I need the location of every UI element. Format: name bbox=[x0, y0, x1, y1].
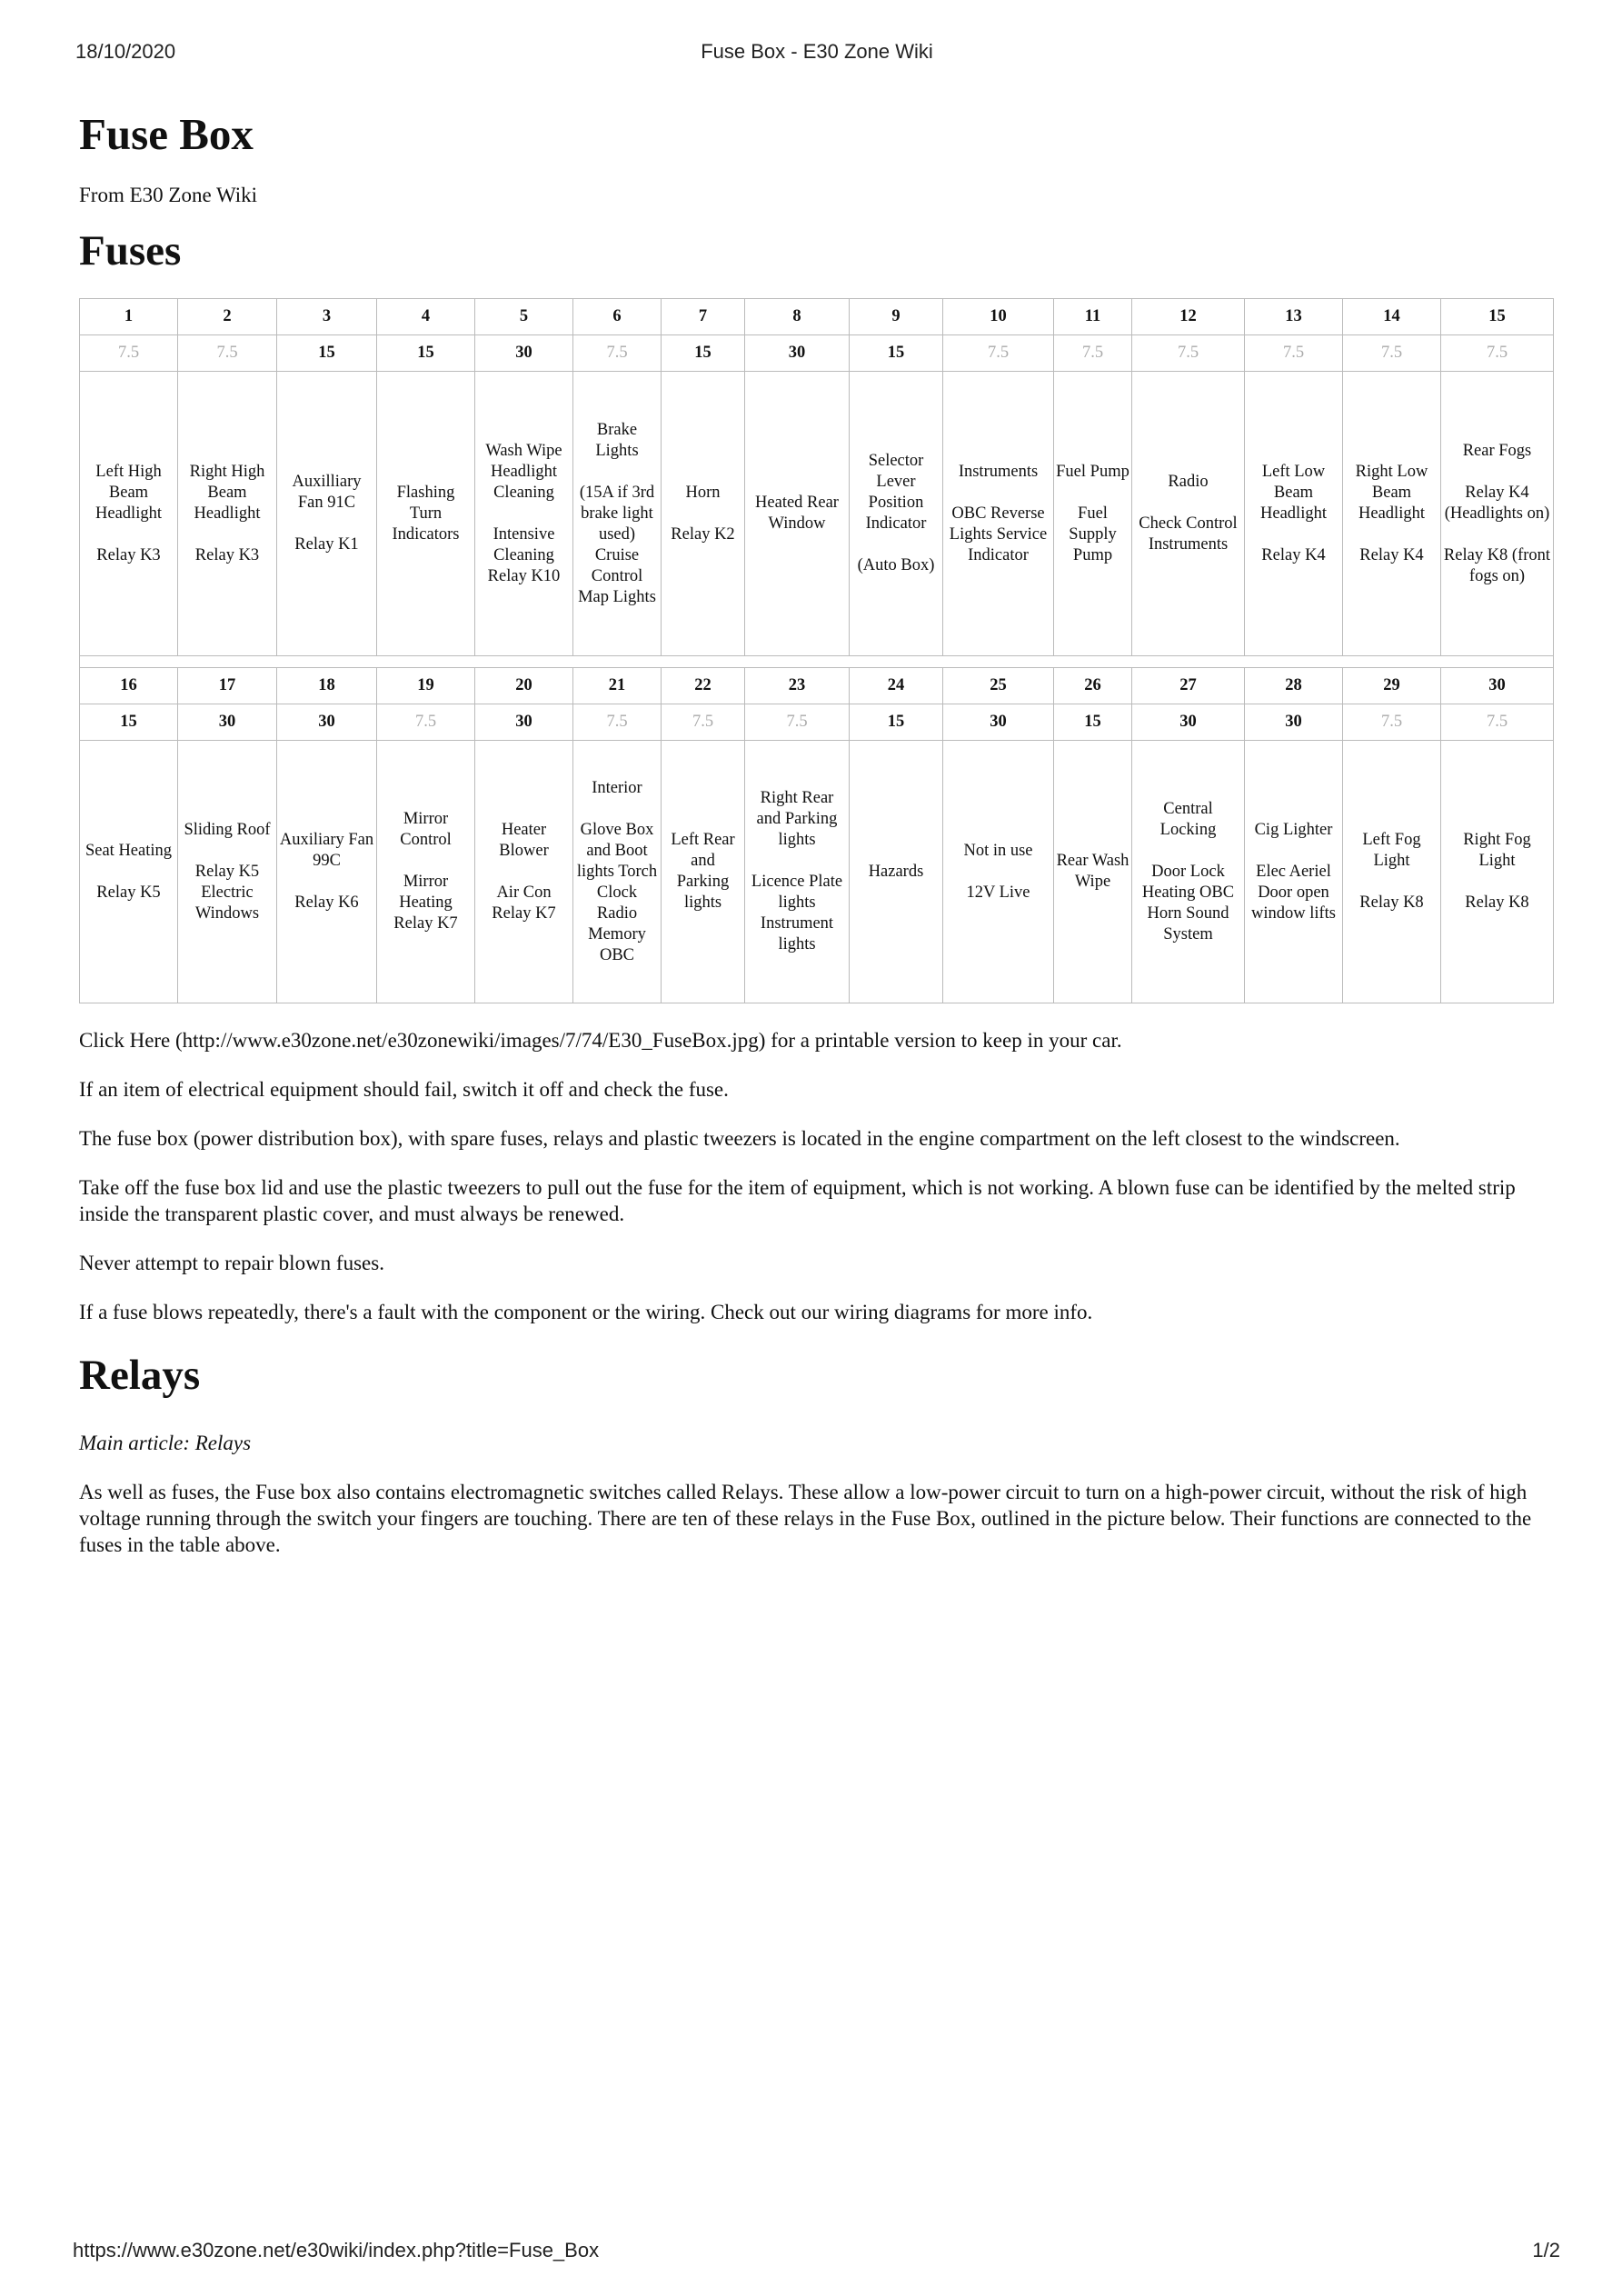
fuse-amp-cell: 7.5 bbox=[662, 704, 745, 741]
fuse-desc-cell: Left High Beam Headlight Relay K3 bbox=[80, 372, 178, 656]
fuse-desc-cell: Auxilliary Fan 91C Relay K1 bbox=[277, 372, 377, 656]
fuse-amp-cell: 7.5 bbox=[1441, 335, 1554, 372]
fuse-amp-cell: 7.5 bbox=[1343, 704, 1441, 741]
fuse-amp-row bbox=[80, 704, 1554, 741]
fuse-amp-cell: 7.5 bbox=[1441, 704, 1554, 741]
fuse-amp-cell: 7.5 bbox=[178, 335, 277, 372]
fuse-desc-cell: Radio Check Control Instruments bbox=[1132, 372, 1245, 656]
fuse-desc-cell: Right Fog Light Relay K8 bbox=[1441, 741, 1554, 1003]
section-heading-relays: Relays bbox=[79, 1352, 201, 1399]
fuse-amp-cell: 30 bbox=[475, 704, 573, 741]
fuse-number-cell: 17 bbox=[178, 668, 277, 704]
page-number: 1/2 bbox=[1532, 2239, 1560, 2261]
fuse-desc-cell: Right Rear and Parking lights Licence Plate lights Instrument lights bbox=[745, 741, 850, 1003]
fuse-amp-row bbox=[80, 335, 1554, 372]
fuse-desc-cell: Left Rear and Parking lights bbox=[662, 741, 745, 1003]
fuse-amp-cell: 15 bbox=[850, 335, 943, 372]
table-separator bbox=[80, 656, 1554, 668]
printable-version-link[interactable]: Click Here (http://www.e30zone.net/e30zonewiki/images/7/74/E30_FuseBox.jpg) for a printable version to keep in your car. bbox=[79, 1029, 1122, 1052]
fuse-number-row bbox=[80, 668, 1554, 704]
fuse-desc-cell: Heater Blower Air Con Relay K7 bbox=[475, 741, 573, 1003]
fuse-number-cell: 19 bbox=[377, 668, 475, 704]
fuse-amp-cell: 7.5 bbox=[1054, 335, 1132, 372]
fuse-number-cell: 27 bbox=[1132, 668, 1245, 704]
paragraph-fail: If an item of electrical equipment should fail, switch it off and check the fuse. bbox=[79, 1078, 729, 1101]
fuse-desc-cell: Rear Fogs Relay K4 (Headlights on) Relay K8 (front fogs on) bbox=[1441, 372, 1554, 656]
fuse-desc-cell: Left Fog Light Relay K8 bbox=[1343, 741, 1441, 1003]
fuse-desc-cell: Selector Lever Position Indicator (Auto Box) bbox=[850, 372, 943, 656]
fuse-desc-cell: Wash Wipe Headlight Cleaning Intensive Cleaning Relay K10 bbox=[475, 372, 573, 656]
fuse-number-cell: 5 bbox=[475, 299, 573, 335]
fuse-amp-cell: 15 bbox=[80, 704, 178, 741]
print-footer bbox=[73, 2239, 1560, 2266]
fuse-amp-cell: 15 bbox=[850, 704, 943, 741]
fuse-number-row bbox=[80, 299, 1554, 335]
fuse-amp-cell: 7.5 bbox=[943, 335, 1054, 372]
fuse-amp-cell: 30 bbox=[178, 704, 277, 741]
fuse-amp-cell: 15 bbox=[1054, 704, 1132, 741]
fuse-desc-cell: Not in use 12V Live bbox=[943, 741, 1054, 1003]
fuse-number-cell: 20 bbox=[475, 668, 573, 704]
fuse-desc-cell: Interior Glove Box and Boot lights Torch Clock Radio Memory OBC bbox=[573, 741, 662, 1003]
fuse-desc-cell: Instruments OBC Reverse Lights Service Indicator bbox=[943, 372, 1054, 656]
fuse-desc-cell: Hazards bbox=[850, 741, 943, 1003]
fuse-number-cell: 16 bbox=[80, 668, 178, 704]
fuse-amp-cell: 7.5 bbox=[1245, 335, 1343, 372]
fuse-desc-cell: Right Low Beam Headlight Relay K4 bbox=[1343, 372, 1441, 656]
fuse-description-row bbox=[80, 741, 1554, 1003]
fuse-desc-cell: Mirror Control Mirror Heating Relay K7 bbox=[377, 741, 475, 1003]
fuse-table bbox=[79, 298, 1554, 1003]
fuse-number-cell: 29 bbox=[1343, 668, 1441, 704]
fuse-description-row bbox=[80, 372, 1554, 656]
fuse-amp-cell: 30 bbox=[745, 335, 850, 372]
fuse-number-cell: 2 bbox=[178, 299, 277, 335]
fuse-amp-cell: 7.5 bbox=[377, 704, 475, 741]
fuse-number-cell: 15 bbox=[1441, 299, 1554, 335]
fuse-desc-cell: Cig Lighter Elec Aeriel Door open window lifts bbox=[1245, 741, 1343, 1003]
fuse-number-cell: 14 bbox=[1343, 299, 1441, 335]
fuse-amp-cell: 15 bbox=[377, 335, 475, 372]
fuse-desc-cell: Auxiliary Fan 99C Relay K6 bbox=[277, 741, 377, 1003]
print-url: https://www.e30zone.net/e30wiki/index.php?title=Fuse_Box bbox=[73, 2239, 600, 2261]
fuse-amp-cell: 7.5 bbox=[1343, 335, 1441, 372]
fuse-amp-cell: 15 bbox=[662, 335, 745, 372]
fuse-number-cell: 6 bbox=[573, 299, 662, 335]
page-title: Fuse Box bbox=[79, 109, 254, 159]
fuse-number-cell: 30 bbox=[1441, 668, 1554, 704]
fuse-number-cell: 4 bbox=[377, 299, 475, 335]
fuse-amp-cell: 30 bbox=[475, 335, 573, 372]
paragraph-relays: As well as fuses, the Fuse box also contains electromagnetic switches called Relays. These allow a low-power circuit to turn on a high-power circuit, without the risk of high voltage running through the switch your fingers are touching. There are ten of these relays in the Fuse Box, outlined in the picture below. Their functions are connected to the fuses in the table above. bbox=[79, 1481, 1532, 1556]
fuse-number-cell: 12 bbox=[1132, 299, 1245, 335]
fuse-number-cell: 3 bbox=[277, 299, 377, 335]
fuse-desc-cell: Horn Relay K2 bbox=[662, 372, 745, 656]
fuse-number-cell: 13 bbox=[1245, 299, 1343, 335]
fuse-number-cell: 7 bbox=[662, 299, 745, 335]
table-separator-row bbox=[80, 656, 1554, 668]
fuse-amp-cell: 30 bbox=[277, 704, 377, 741]
fuse-number-cell: 21 bbox=[573, 668, 662, 704]
fuse-amp-cell: 30 bbox=[1245, 704, 1343, 741]
fuse-desc-cell: Right High Beam Headlight Relay K3 bbox=[178, 372, 277, 656]
fuse-number-cell: 23 bbox=[745, 668, 850, 704]
fuse-desc-cell: Rear Wash Wipe bbox=[1054, 741, 1132, 1003]
fuse-desc-cell: Flashing Turn Indicators bbox=[377, 372, 475, 656]
paragraph-never: Never attempt to repair blown fuses. bbox=[79, 1252, 384, 1274]
fuse-desc-cell: Brake Lights (15A if 3rd brake light used) Cruise Control Map Lights bbox=[573, 372, 662, 656]
print-header bbox=[75, 40, 1558, 67]
fuse-amp-cell: 7.5 bbox=[1132, 335, 1245, 372]
fuse-number-cell: 10 bbox=[943, 299, 1054, 335]
fuse-desc-cell: Left Low Beam Headlight Relay K4 bbox=[1245, 372, 1343, 656]
fuse-amp-cell: 7.5 bbox=[573, 704, 662, 741]
fuse-desc-cell: Fuel Pump Fuel Supply Pump bbox=[1054, 372, 1132, 656]
article-content bbox=[79, 107, 1553, 1581]
fuse-desc-cell: Sliding Roof Relay K5 Electric Windows bbox=[178, 741, 277, 1003]
fuse-desc-cell: Central Locking Door Lock Heating OBC Horn Sound System bbox=[1132, 741, 1245, 1003]
fuse-amp-cell: 7.5 bbox=[745, 704, 850, 741]
fuse-amp-cell: 30 bbox=[1132, 704, 1245, 741]
fuse-amp-cell: 7.5 bbox=[80, 335, 178, 372]
fuse-amp-cell: 7.5 bbox=[573, 335, 662, 372]
fuse-desc-cell: Heated Rear Window bbox=[745, 372, 850, 656]
from-line: From E30 Zone Wiki bbox=[79, 184, 258, 206]
fuse-number-cell: 22 bbox=[662, 668, 745, 704]
print-title: Fuse Box - E30 Zone Wiki bbox=[701, 40, 933, 63]
print-date: 18/10/2020 bbox=[75, 40, 176, 63]
fuse-number-cell: 11 bbox=[1054, 299, 1132, 335]
fuse-amp-cell: 30 bbox=[943, 704, 1054, 741]
fuse-number-cell: 1 bbox=[80, 299, 178, 335]
fuse-number-cell: 18 bbox=[277, 668, 377, 704]
paragraph-lid: Take off the fuse box lid and use the plastic tweezers to pull out the fuse for the item of equipment, which is not working. A blown fuse can be identified by the melted strip inside the transparent plastic cover, and must always be renewed. bbox=[79, 1176, 1516, 1225]
fuse-number-cell: 9 bbox=[850, 299, 943, 335]
fuse-number-cell: 28 bbox=[1245, 668, 1343, 704]
fuse-number-cell: 26 bbox=[1054, 668, 1132, 704]
fuse-number-cell: 8 bbox=[745, 299, 850, 335]
section-heading-fuses: Fuses bbox=[79, 227, 182, 275]
fuse-number-cell: 25 bbox=[943, 668, 1054, 704]
main-article-link[interactable]: Main article: Relays bbox=[79, 1432, 252, 1454]
fuse-amp-cell: 15 bbox=[277, 335, 377, 372]
paragraph-location: The fuse box (power distribution box), with spare fuses, relays and plastic tweezers is located in the engine compartment on the left closest to the windscreen. bbox=[79, 1127, 1400, 1150]
paragraph-repeat: If a fuse blows repeatedly, there's a fault with the component or the wiring. Check out our wiring diagrams for more info. bbox=[79, 1301, 1093, 1323]
fuse-number-cell: 24 bbox=[850, 668, 943, 704]
fuse-desc-cell: Seat Heating Relay K5 bbox=[80, 741, 178, 1003]
